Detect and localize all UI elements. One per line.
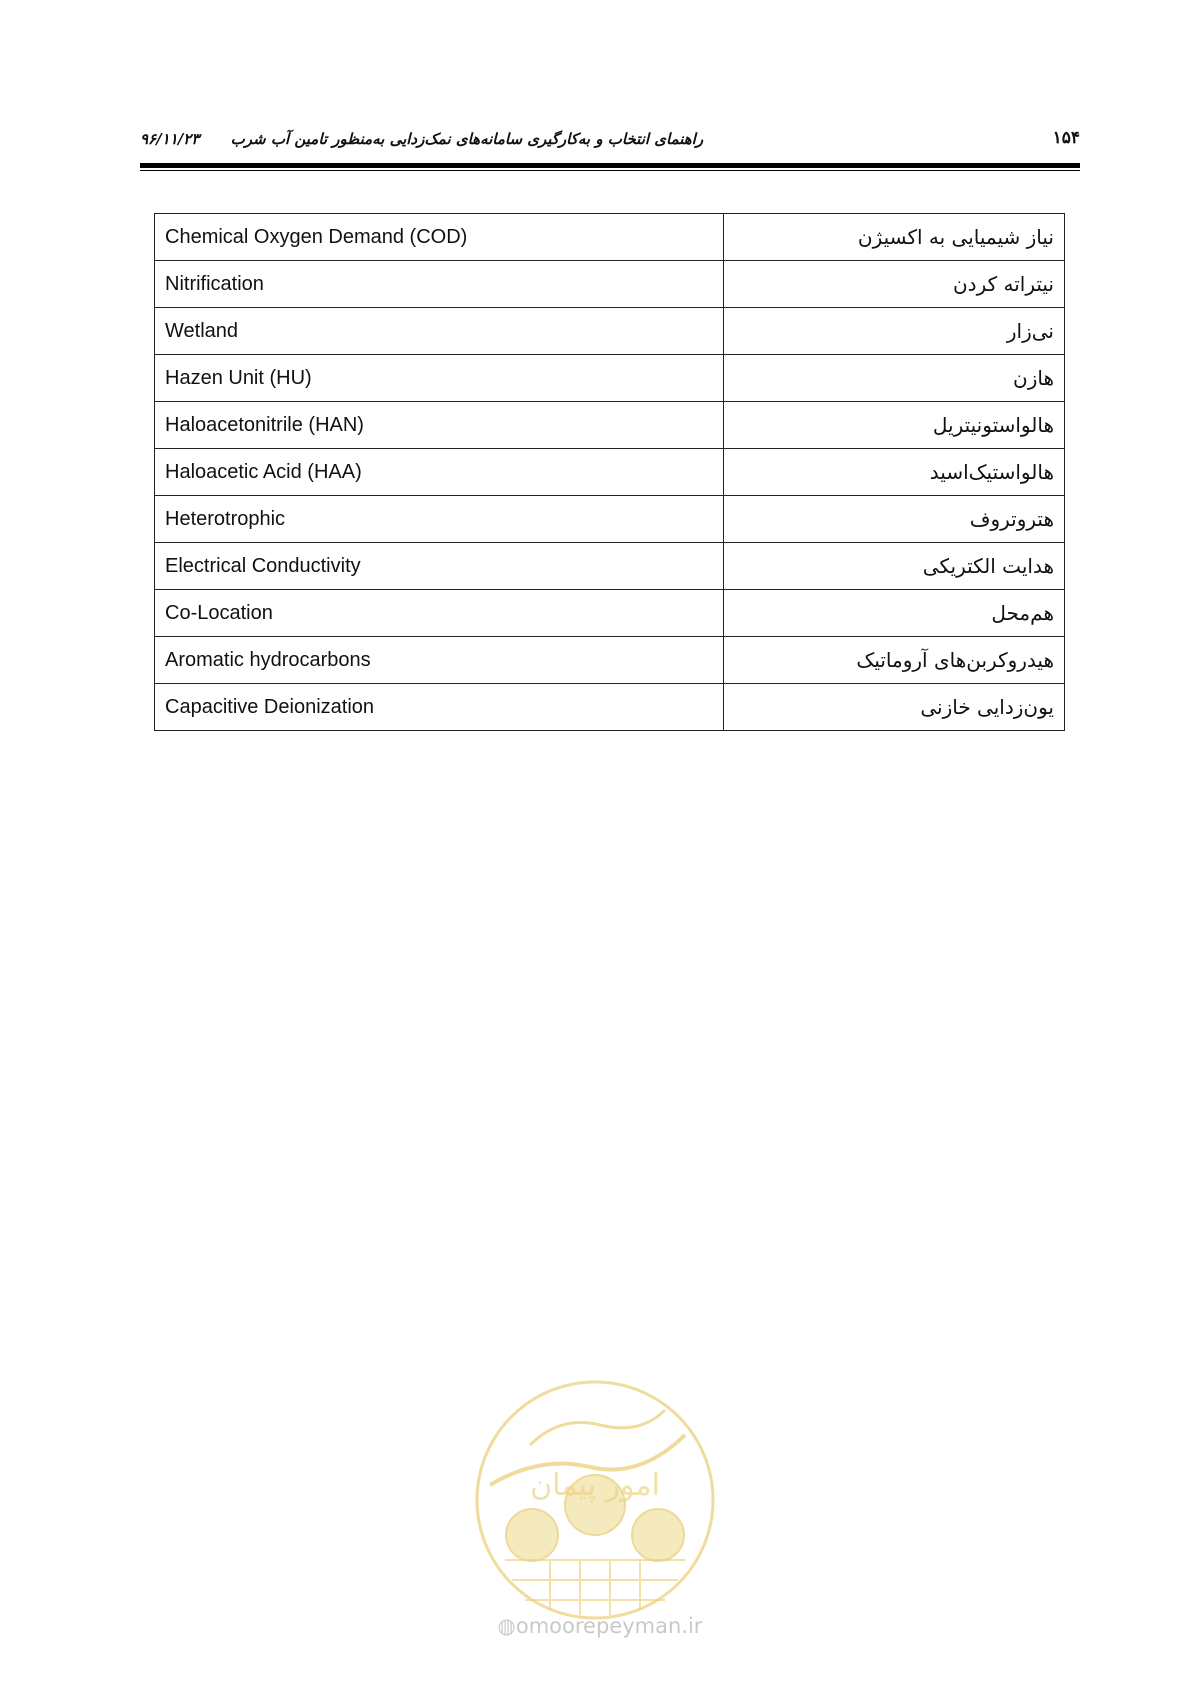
persian-term: نی‌زار xyxy=(724,308,1065,355)
watermark-url-text: omoorepeyman.ir xyxy=(515,1614,703,1638)
persian-term: هدایت الکتریکی xyxy=(724,543,1065,590)
english-term: Chemical Oxygen Demand (COD) xyxy=(155,214,724,261)
english-term: Co-Location xyxy=(155,590,724,637)
table-row xyxy=(155,590,1065,637)
table-row xyxy=(155,449,1065,496)
persian-term: هازن xyxy=(724,355,1065,402)
document-date: ۹۶/۱۱/۲۳ xyxy=(140,130,200,148)
watermark-logo xyxy=(470,1375,720,1645)
persian-term: نیاز شیمیایی به اکسیژن xyxy=(724,214,1065,261)
english-term: Capacitive Deionization xyxy=(155,684,724,731)
table-row xyxy=(155,543,1065,590)
english-term: Haloacetonitrile (HAN) xyxy=(155,402,724,449)
table-row xyxy=(155,496,1065,543)
persian-term: هتروتروف xyxy=(724,496,1065,543)
table-row xyxy=(155,308,1065,355)
brick-grid xyxy=(505,1560,685,1615)
watermark-url xyxy=(490,1614,710,1638)
globe-icon: ◍ xyxy=(497,1614,516,1638)
logo-lettering: امور پیمان xyxy=(530,1468,660,1503)
table-row xyxy=(155,355,1065,402)
table-row xyxy=(155,214,1065,261)
logo-script xyxy=(530,1410,665,1445)
glossary-table xyxy=(154,213,1065,731)
header-rule xyxy=(140,163,1080,168)
persian-term: هالواستونیتریل xyxy=(724,402,1065,449)
page-header xyxy=(140,128,1080,154)
persian-term: یون‌زدایی خازنی xyxy=(724,684,1065,731)
english-term: Electrical Conductivity xyxy=(155,543,724,590)
table-row xyxy=(155,402,1065,449)
page-number: ۱۵۴ xyxy=(1052,128,1080,148)
persian-term: نیتراته کردن xyxy=(724,261,1065,308)
document-title: راهنمای انتخاب و به‌کارگیری سامانه‌های نمک‌زدایی به‌منظور تامین آب شرب xyxy=(230,130,704,148)
english-term: Haloacetic Acid (HAA) xyxy=(155,449,724,496)
left-gear-icon xyxy=(506,1509,558,1561)
english-term: Wetland xyxy=(155,308,724,355)
header-rule-thin xyxy=(140,170,1080,171)
persian-term: هم‌محل xyxy=(724,590,1065,637)
english-term: Nitrification xyxy=(155,261,724,308)
table-row xyxy=(155,637,1065,684)
table-row xyxy=(155,684,1065,731)
english-term: Heterotrophic xyxy=(155,496,724,543)
table-row xyxy=(155,261,1065,308)
persian-term: هیدروکربن‌های آروماتیک xyxy=(724,637,1065,684)
persian-term: هالواستیک‌اسید xyxy=(724,449,1065,496)
right-gear-icon xyxy=(632,1509,684,1561)
english-term: Aromatic hydrocarbons xyxy=(155,637,724,684)
english-term: Hazen Unit (HU) xyxy=(155,355,724,402)
running-title xyxy=(140,130,703,148)
